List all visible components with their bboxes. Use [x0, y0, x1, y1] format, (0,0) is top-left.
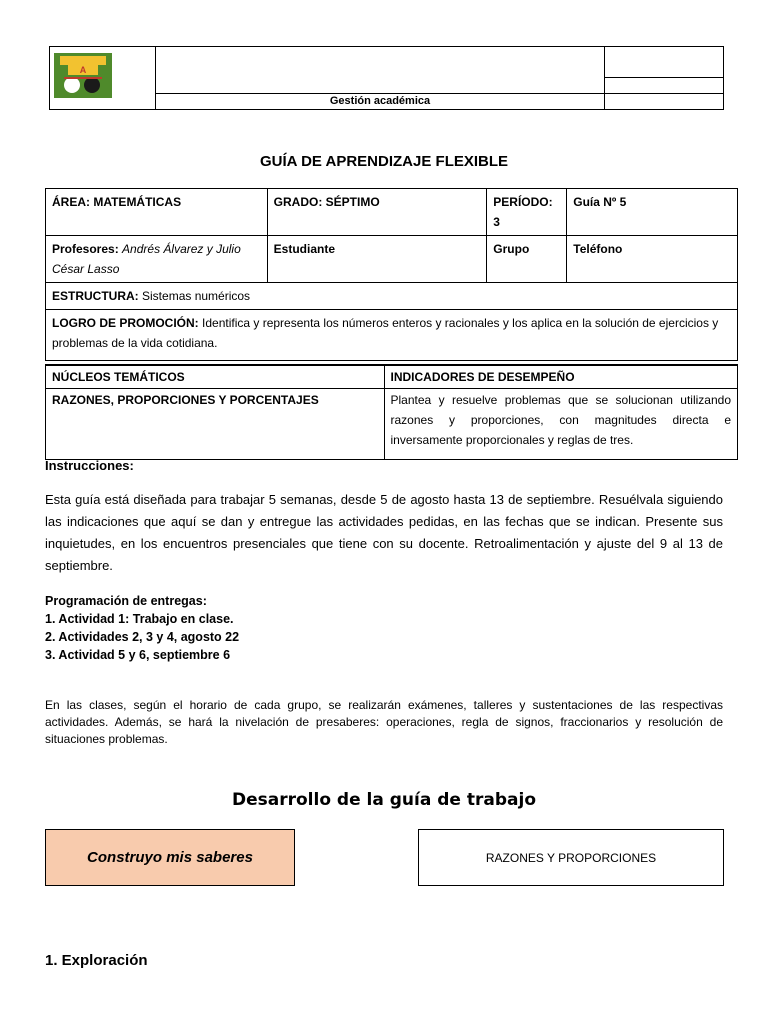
- logro-cell: [46, 310, 738, 361]
- header-right-bottom: [605, 94, 724, 110]
- guia-cell: Guía Nº 5: [567, 189, 738, 236]
- area-cell: ÁREA: MATEMÁTICAS: [46, 189, 268, 236]
- profesores-cell: [46, 236, 268, 283]
- estudiante-cell: Estudiante: [267, 236, 487, 283]
- logro-value: Identifica y representa los números enteros y racionales y los aplica en la solución de ejercicios y problemas de la vida cotidiana.: [52, 316, 719, 350]
- construyo-box: Construyo mis saberes: [45, 829, 295, 886]
- programacion-block: [45, 592, 239, 664]
- profesores-label: Profesores:: [52, 242, 119, 256]
- profesores-value: Andrés Álvarez y Julio César Lasso: [52, 242, 241, 276]
- estructura-value: Sistemas numéricos: [142, 289, 251, 303]
- clases-text: En las clases, según el horario de cada grupo, se realizarán exámenes, talleres y sustentaciones de las respectivas actividades. Además, se hará la nivelación de presaberes: operaciones, regla de signos, fraccionarios y resolución de situaciones problemas.: [45, 698, 723, 746]
- estructura-label: ESTRUCTURA:: [52, 289, 139, 303]
- telefono-cell: Teléfono: [567, 236, 738, 283]
- nucleos-header: NÚCLEOS TEMÁTICOS: [46, 365, 385, 389]
- grado-cell: GRADO: SÉPTIMO: [267, 189, 487, 236]
- logro-label: LOGRO DE PROMOCIÓN:: [52, 316, 199, 330]
- logo-cell: [50, 47, 156, 110]
- razones-box: RAZONES Y PROPORCIONES: [418, 829, 724, 886]
- nucleos-value: RAZONES, PROPORCIONES Y PORCENTAJES: [46, 389, 385, 460]
- header-footer-label: Gestión académica: [156, 94, 605, 110]
- header-right-top: [605, 47, 724, 78]
- school-logo: [54, 53, 112, 98]
- programacion-item: 3. Actividad 5 y 6, septiembre 6: [45, 648, 231, 662]
- programacion-title: Programación de entregas:: [45, 594, 207, 608]
- indicadores-header: INDICADORES DE DESEMPEÑO: [384, 365, 737, 389]
- grupo-cell: Grupo: [487, 236, 567, 283]
- programacion-item: 1. Actividad 1: Trabajo en clase.: [45, 612, 234, 626]
- programacion-item: 2. Actividades 2, 3 y 4, agosto 22: [45, 630, 240, 644]
- instrucciones-title: Instrucciones:: [45, 458, 134, 473]
- instrucciones-body: Esta guía está diseñada para trabajar 5 semanas, desde 5 de agosto hasta 13 de septiembre. Resuélvala siguiendo las indicaciones que aquí se dan y entregue las actividades pedidas, en las fechas que se indican. Presente sus inquietudes, en los encuentros presenciales que tiene con su docente. Retroalimentación y ajuste del 9 al 13 de septiembre.: [45, 492, 723, 573]
- info-table: [45, 188, 738, 361]
- nucleos-table: [45, 364, 738, 460]
- header-right-mid: [605, 78, 724, 94]
- estructura-cell: [46, 283, 738, 310]
- document-title: GUÍA DE APRENDIZAJE FLEXIBLE: [259, 153, 509, 170]
- indicadores-value: Plantea y resuelve problemas que se solucionan utilizando razones y proporciones, con magnitudes directa e inversamente proporcionales y reglas de tres.: [384, 389, 737, 460]
- document-header: [49, 46, 724, 110]
- header-title-cell: [156, 47, 605, 94]
- periodo-cell: PERÍODO: 3: [487, 189, 567, 236]
- desarrollo-title: Desarrollo de la guía de trabajo: [232, 790, 536, 810]
- exploracion-heading: 1. Exploración: [45, 952, 148, 969]
- logo-letter: A: [79, 65, 87, 75]
